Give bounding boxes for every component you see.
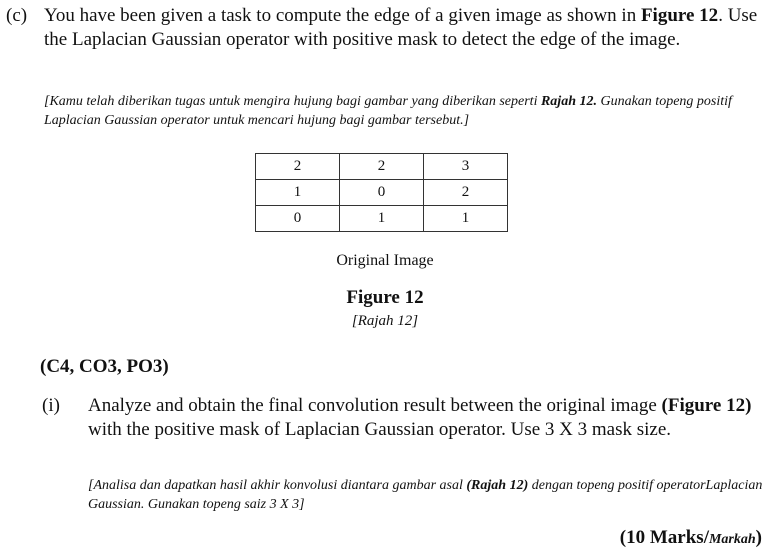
figure-label-translation: [Rajah 12]	[351, 313, 419, 329]
subquestion-text-1: Analyze and obtain the final convolution result between the original image	[88, 395, 662, 416]
question-part-label: (c)	[6, 5, 28, 26]
subquestion-translation-2: dengan topeng positif operatorLaplacian Gaussian. Gunakan topeng saiz 3 X 3]	[88, 478, 763, 512]
matrix-cell: 1	[256, 180, 340, 206]
subquestion-text	[88, 394, 763, 442]
matrix-cell: 3	[424, 154, 508, 180]
matrix-cell: 1	[424, 206, 508, 232]
subquestion-text-2: with the positive mask of Laplacian Gaussian operator. Use 3 X 3 mask size.	[88, 419, 672, 440]
matrix-cell: 2	[256, 154, 340, 180]
matrix-row	[256, 206, 508, 232]
question-translation	[44, 92, 768, 130]
marks-malay: Markah	[708, 532, 756, 547]
marks-open: (10 Marks/	[619, 527, 709, 548]
matrix-row	[256, 180, 508, 206]
course-outcomes: (C4, CO3, PO3)	[40, 356, 169, 377]
question-text-2: . Use the Laplacian Gaussian operator with positive mask to detect the edge of the image.	[44, 5, 758, 50]
question-figure-ref: Figure 12	[640, 5, 719, 26]
matrix-cell: 2	[424, 180, 508, 206]
figure-label: Figure 12	[346, 287, 424, 308]
matrix-cell: 0	[256, 206, 340, 232]
matrix-row	[256, 154, 508, 180]
image-matrix	[255, 153, 508, 232]
subquestion-label: (i)	[42, 395, 60, 416]
subquestion-translation	[88, 476, 763, 514]
question-text-1: You have been given a task to compute the edge of a given image as shown in	[44, 5, 641, 26]
subquestion-translation-ref: (Rajah 12)	[466, 478, 529, 493]
marks-label	[620, 527, 762, 549]
matrix-cell: 1	[340, 206, 424, 232]
matrix-cell: 0	[340, 180, 424, 206]
question-translation-ref: Rajah 12.	[540, 94, 597, 109]
question-text	[44, 4, 766, 52]
question-translation-1: [Kamu telah diberikan tugas untuk mengira hujung bagi gambar yang diberikan seperti	[44, 94, 541, 109]
matrix-cell: 2	[340, 154, 424, 180]
question-translation-2: Gunakan topeng positif Laplacian Gaussian operator untuk mencari hujung bagi gambar tersebut.]	[44, 94, 732, 128]
subquestion-translation-1: [Analisa dan dapatkan hasil akhir konvolusi diantara gambar asal	[88, 478, 467, 493]
subquestion-figure-ref: (Figure 12)	[661, 395, 752, 416]
matrix-caption: Original Image	[336, 252, 434, 269]
marks-close: )	[755, 527, 762, 548]
